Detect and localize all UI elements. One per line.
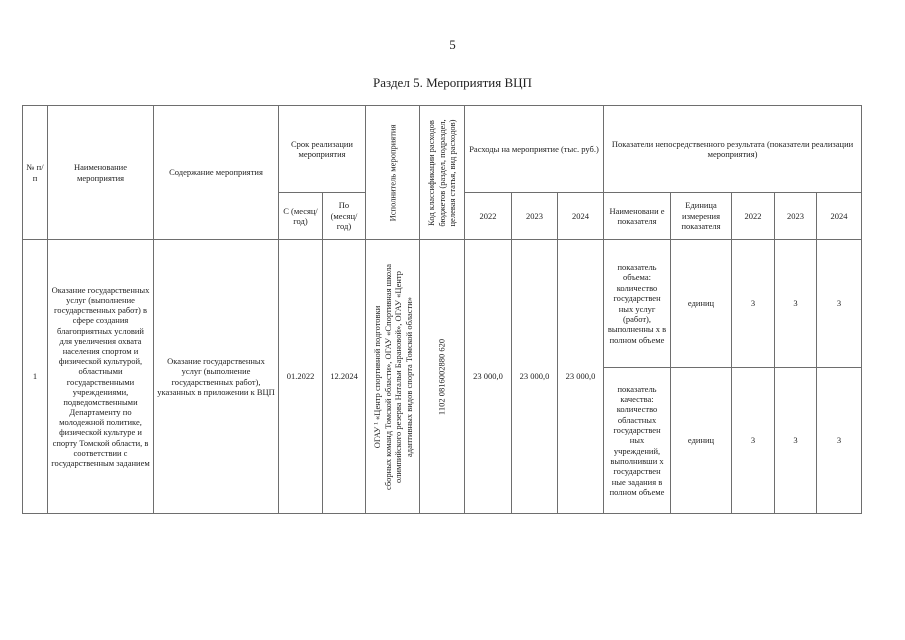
- row-executor-line: сборных команд Томской области», ОГАУ «Спортивная школа: [381, 263, 392, 490]
- row-period-to: 12.2024: [323, 240, 366, 514]
- row-executor-line: ОГАУ ¹ «Центр спортивной подготовки: [371, 305, 382, 448]
- section-title: Раздел 5. Мероприятия ВЦП: [373, 75, 532, 90]
- header-event-content: Содержание мероприятия: [154, 106, 279, 240]
- header-expenses: Расходы на мероприятие (тыс. руб.): [465, 106, 604, 193]
- header-results-year: 2023: [775, 193, 817, 240]
- row-indicator-name: показатель качества: количество областных государствен ных учреждений, выполнивши х государствен ные задания в полном объеме: [604, 368, 671, 514]
- header-budget-code-line: Код классификации расходов: [426, 119, 437, 226]
- table-row: [23, 240, 862, 368]
- header-results: Показатели непосредственного результата (показатели реализации мероприятия): [604, 106, 862, 193]
- header-event-name: Наименование мероприятия: [48, 106, 154, 240]
- header-budget-code-text: [426, 119, 458, 226]
- page-number: 5: [449, 37, 456, 52]
- row-indicator-value: 3: [732, 368, 775, 514]
- row-executor-line: адаптивных видов спорта Томской области»: [403, 296, 414, 457]
- header-executor: [366, 106, 420, 240]
- header-expenses-year: 2023: [512, 193, 558, 240]
- row-num: 1: [23, 240, 48, 514]
- row-indicator-unit: единиц: [671, 240, 732, 368]
- row-period-from: 01.2022: [279, 240, 323, 514]
- header-unit: Единица измерения показателя: [671, 193, 732, 240]
- header-num: № п/п: [23, 106, 48, 240]
- header-executor-text: Исполнитель мероприятия: [387, 124, 398, 221]
- row-indicator-unit: единиц: [671, 368, 732, 514]
- header-period-to: По (месяц/ год): [323, 193, 366, 240]
- header-period-from: С (месяц/ год): [279, 193, 323, 240]
- row-expense-2022: 23 000,0: [465, 240, 512, 514]
- header-period: Срок реализации мероприятия: [279, 106, 366, 193]
- row-executor-line: олимпийского резерва Натальи Барановой», ОГАУ «Центр: [392, 270, 403, 483]
- row-executor: [366, 240, 420, 514]
- row-executor-text: [371, 263, 414, 489]
- header-results-year: 2022: [732, 193, 775, 240]
- header-expenses-year: 2024: [558, 193, 604, 240]
- row-indicator-value: 3: [817, 240, 862, 368]
- header-budget-code-line: бюджетов (раздел, подраздел,: [436, 118, 447, 227]
- header-indicator-name: Наименовани е показателя: [604, 193, 671, 240]
- row-budget-code-text: 1102 0816002880 620: [436, 338, 447, 415]
- row-indicator-value: 3: [775, 368, 817, 514]
- header-budget-code: [420, 106, 465, 240]
- row-event-content: Оказание государственных услуг (выполнение государственных работ), указанных в приложении к ВЦП: [154, 240, 279, 514]
- events-table: [22, 105, 862, 514]
- row-indicator-value: 3: [732, 240, 775, 368]
- row-expense-2023: 23 000,0: [512, 240, 558, 514]
- header-row-1: [23, 106, 862, 193]
- row-budget-code: [420, 240, 465, 514]
- header-budget-code-line: целевая статья, вид расходов): [447, 119, 458, 226]
- row-indicator-value: 3: [817, 368, 862, 514]
- row-indicator-name: показатель объема: количество государствен ных услуг (работ), выполненны х в полном объеме: [604, 240, 671, 368]
- header-results-year: 2024: [817, 193, 862, 240]
- row-event-name: Оказание государственных услуг (выполнение государственных работ) в сфере создания благоприятных условий для увеличения охвата населения спортом и физической культурой, областными государственными учреждениями, подведомственными Департаменту по молодежной политике, физической культуре и спорту Томской области, в соответствии с государственным заданием: [48, 240, 154, 514]
- row-expense-2024: 23 000,0: [558, 240, 604, 514]
- row-indicator-value: 3: [775, 240, 817, 368]
- header-expenses-year: 2022: [465, 193, 512, 240]
